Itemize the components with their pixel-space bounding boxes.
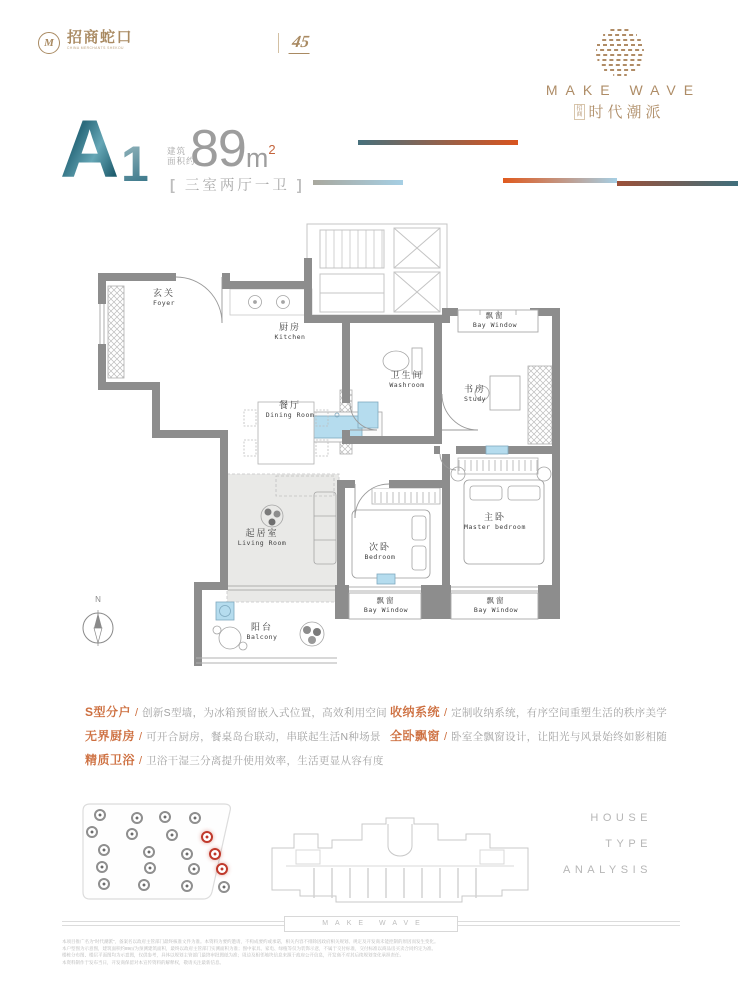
building-marker [96, 861, 108, 873]
prefix-char-2: 商 [576, 111, 583, 118]
toilet-icon [383, 351, 409, 371]
bracket-left: [ [170, 178, 178, 194]
anniversary-45-mark: 45 [288, 32, 312, 54]
room-label-bedroom-bay: 飘窗 Bay Window [363, 596, 409, 614]
study-wardrobe [528, 366, 552, 444]
fine-print-line-3: 楼栋分布图、楼层平面图均为示意图，仅供参考，具体以规划主管部门最终审批图纸为准；周边及相邻地块信息来源于政府公开信息，开发商不对其后续规划变化承担责任。 [62, 952, 404, 958]
wave-sphere-icon [592, 26, 648, 78]
deco-bar-4 [617, 181, 738, 186]
building-marker [126, 828, 138, 840]
room-label-bedroom: 次卧 Bedroom [364, 542, 396, 561]
building-marker-highlighted [201, 831, 213, 843]
fine-print-text [62, 938, 680, 966]
feature-bay-windows: 全卧飘窗 / 卧室全飘窗设计，让阳光与风景始终如影相随 [390, 729, 668, 743]
floorplan [90, 218, 570, 670]
prefix-char-1: 招 [576, 105, 583, 112]
area-superscript: 2 [268, 142, 276, 157]
deco-bar-3 [503, 178, 617, 183]
building-marker [98, 844, 110, 856]
brand-name-cn: 招商蛇口 [67, 29, 134, 46]
fine-print-line-4: 本资料制作于发布当日，开发商保留对本宣传资料的解释权，敬请关注最新信息。 [62, 959, 224, 965]
area-value-row [190, 120, 276, 178]
room-label-living: 起居室 Living Room [237, 528, 287, 547]
brand-logo-left [38, 30, 311, 55]
make-wave-wordmark: MAKE WAVE [545, 82, 702, 98]
building-marker [86, 826, 98, 838]
bedroom-window-seat [377, 574, 395, 584]
building-marker-highlighted [209, 848, 221, 860]
fine-print-line-1: 本项目推广名为“时代潮派”，备案名以政府主管部门最终核准文件为准。本资料为要约邀请，不构成要约或承诺，相关内容不排除因政府相关规划、规定及开发商未能控制的原因而发生变化。 [62, 938, 439, 944]
legal-fine-print [62, 938, 680, 972]
brand-logo-right [532, 26, 707, 122]
room-label-dining: 餐厅 Dining Room [265, 400, 315, 419]
brand-name-en: CHINA MERCHANTS SHEKOU [67, 46, 124, 50]
room-label-study: 书房 Study [463, 384, 487, 403]
logo-divider [278, 33, 279, 53]
room-label-master: 主卧 Master bedroom [464, 512, 526, 531]
band-wordmark: MAKE WAVE [284, 916, 458, 932]
building-marker-highlighted [216, 863, 228, 875]
stair-elevator-core [307, 224, 447, 315]
building-marker [98, 878, 110, 890]
building-marker [138, 879, 150, 891]
building-marker [159, 811, 171, 823]
building-marker [143, 846, 155, 858]
feature-bathroom: 精质卫浴 / 卫浴干湿三分离提升使用效率，生活更显从容有度 [85, 753, 384, 767]
brand-name-block [67, 30, 267, 55]
feature-kitchen: 无界厨房 / 可开合厨房，餐桌岛台联动，串联起生活N种场景 [85, 729, 381, 743]
fine-print-line-2: 本户型图为示意图，建筑面积约89㎡为预测建筑面积，最终以政府主管部门实测面积为准；图中家具、家电、绿植等仅为装饰示意，不属于交付标准，交付标准以商品房买卖合同约定为准。 [62, 945, 437, 951]
master-window [486, 446, 508, 454]
building-marker [144, 862, 156, 874]
bedside-deco [537, 467, 551, 481]
layout-text: 三室两厅一卫 [184, 178, 290, 194]
room-label-washroom: 卫生间 Washroom [389, 370, 425, 389]
room-label-study-bay: 飘窗 Bay Window [472, 311, 518, 329]
footer-band [62, 916, 680, 932]
cmsk-m-icon: M [38, 32, 60, 54]
room-label-balcony: 阳台 Balcony [246, 622, 278, 641]
analysis-line-1: HOUSE [590, 812, 652, 824]
area-label-line1: 建筑 [167, 146, 187, 156]
deco-bar-2 [313, 180, 403, 185]
project-prefix-seal [574, 104, 584, 120]
room-label-master-bay: 飘窗 Bay Window [473, 596, 519, 614]
building-marker [188, 863, 200, 875]
building-marker [166, 829, 178, 841]
washroom-sink [358, 402, 378, 428]
feature-storage: 收纳系统 / 定制收纳系统，有序空间重塑生活的秩序美学 [390, 705, 668, 719]
foyer-closet [108, 286, 124, 378]
area-value: 89 [190, 120, 246, 178]
svg-text:N: N [95, 595, 101, 604]
building-marker [181, 880, 193, 892]
feature-s-wall: S型分户 / 创新S型墙，为冰箱预留嵌入式位置，高效利用空间 [85, 705, 387, 719]
unit-type-number: 1 [121, 136, 149, 192]
project-name-row [574, 101, 664, 122]
unit-type-letter: A [60, 104, 120, 195]
layout-description [170, 174, 305, 195]
building-marker [189, 812, 201, 824]
master-wardrobe [458, 458, 538, 474]
bedroom-wardrobe [372, 488, 440, 504]
building-marker [131, 812, 143, 824]
building-footprint-drawing [266, 810, 534, 908]
bracket-right: ] [296, 178, 305, 194]
washing-machine [216, 602, 234, 620]
project-name-cn: 时代潮派 [588, 104, 665, 121]
area-unit: m [245, 143, 269, 173]
building-marker [181, 848, 193, 860]
balcony-plant-icon [300, 622, 324, 646]
analysis-caption [520, 812, 652, 890]
site-plan [76, 798, 248, 908]
room-label-kitchen: 厨房 Kitchen [274, 322, 306, 341]
area-label-line2: 面积约 [167, 156, 196, 166]
analysis-line-3: ANALYSIS [563, 864, 652, 876]
building-marker [218, 881, 230, 893]
building-marker [94, 809, 106, 821]
deco-bar-1 [358, 140, 518, 145]
analysis-line-2: TYPE [605, 838, 652, 850]
kitchen-counter [230, 289, 312, 315]
room-label-foyer: 玄关 Foyer [152, 288, 176, 307]
